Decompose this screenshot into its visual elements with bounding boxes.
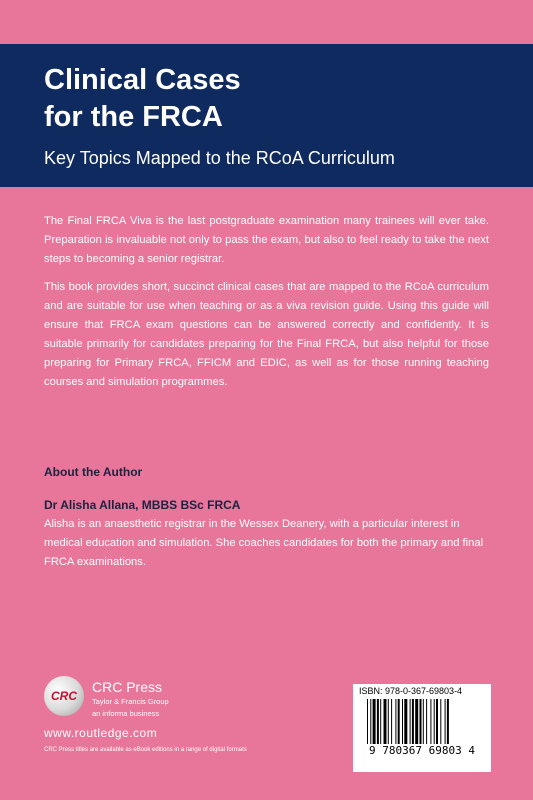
publisher-group: Taylor & Francis Group	[92, 697, 169, 706]
book-title: Clinical Cases for the FRCA	[44, 64, 241, 133]
barcode-digits: 9 780367 69803 4	[369, 744, 475, 757]
publisher-name: CRC Press	[92, 679, 163, 695]
publisher-business: an informa business	[92, 709, 160, 718]
description-paragraph-1: The Final FRCA Viva is the last postgraduate examination many trainees will ever take. Preparation is invaluable not only to pass the exam, but also to feel ready to take the next steps to becoming a senior registrar.	[44, 215, 489, 265]
description-paragraph-2: This book provides short, succinct clinical cases that are mapped to the RCoA curriculum and are suitable for use when teaching or as a viva revision guide. Using this guide will ensure that FRCA exam questions can be answered correctly and confidently. It is suitable primarily for candidates preparing for the Final FRCA, but also helpful for those preparing for Primary FRCA, FFICM and EDIC, as well as for those running teaching courses and simulation programmes.	[44, 281, 489, 388]
publisher-logo-text: CRC	[51, 689, 77, 703]
author-name: Dr Alisha Allana, MBBS BSc FRCA	[44, 498, 241, 512]
isbn-label: ISBN: 978-0-367-69803-4	[359, 686, 463, 696]
about-author-heading: About the Author	[44, 465, 143, 479]
barcode	[353, 684, 491, 772]
barcode-bars-icon	[367, 699, 477, 744]
publisher-website: www.routledge.com	[44, 726, 158, 740]
publisher-logo-icon	[44, 676, 84, 716]
book-subtitle: Key Topics Mapped to the RCoA Curriculum	[44, 148, 395, 168]
author-bio: Alisha is an anaesthetic registrar in the Wessex Deanery, with a particular interest in medical education and simulation. She coaches candidates for both the primary and final FRCA examinations.	[44, 518, 484, 568]
ebook-note: CRC Press titles are available as eBook editions in a range of digital formats	[44, 747, 247, 753]
